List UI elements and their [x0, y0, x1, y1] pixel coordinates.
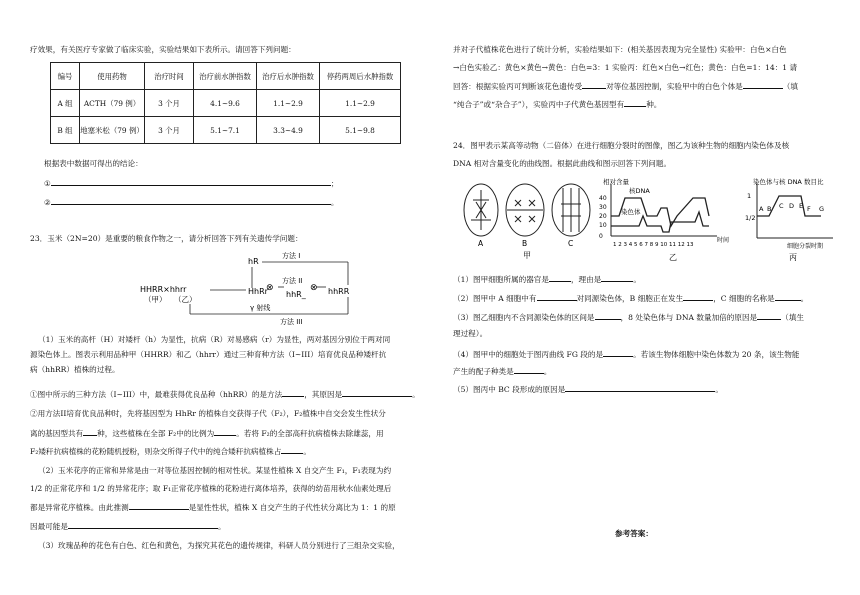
q24-sub4-cont	[453, 365, 551, 377]
table-header: 停药两周后水肿指数	[320, 63, 401, 90]
question-24-line1: 24．图甲表示某高等动物（二倍体）在进行细胞分裂时的图像，图乙为该种生物的细胞内染色体及核	[453, 141, 790, 150]
answer-blank[interactable]	[565, 383, 715, 392]
cell-B	[506, 184, 544, 236]
q24-sub1	[453, 273, 641, 285]
bing-point: C	[779, 202, 784, 210]
text: （1）图甲细胞所属的器官是	[453, 275, 549, 284]
text: 因最可能是	[30, 522, 68, 531]
answer-blank[interactable]	[595, 311, 621, 320]
label-B: B	[522, 239, 528, 248]
text: 对等位基因控制，实验甲中的白色个体是	[606, 82, 743, 91]
answer-blank[interactable]	[514, 365, 544, 374]
text: 是显性性状，植株 X 自交产生的子代性状分离比为 1：1 的原	[188, 503, 396, 512]
bing-point: E	[799, 202, 804, 210]
conclusion-line-2	[44, 196, 338, 208]
answer-blank[interactable]	[601, 273, 633, 282]
q24-sub4	[453, 348, 799, 360]
text: （4）图甲中的细胞处于图丙曲线 FG 段的是	[453, 350, 604, 359]
answer-blank[interactable]	[129, 501, 189, 510]
table-header: 治疗前水肿指数	[194, 63, 257, 90]
table-cell: 1.1~2.9	[257, 90, 320, 117]
hhR-label: hhR_	[286, 290, 306, 299]
conclusion-line-1	[44, 177, 338, 189]
label-1: ①	[44, 179, 51, 188]
answer-blank[interactable]	[51, 196, 331, 205]
answer-blank[interactable]	[603, 348, 633, 357]
bing-point: D	[789, 202, 795, 210]
text: F₂矮秆抗病植株的花粉随机授粉，则杂交所得子代中的纯合矮秆抗病植株占	[30, 447, 282, 456]
answer-blank[interactable]	[624, 98, 646, 107]
table-cell: 1.1~2.9	[320, 90, 401, 117]
text: ，理由是	[570, 275, 602, 284]
q23-sub1	[30, 388, 420, 400]
q24-sub5	[453, 383, 723, 395]
figure-yi-chart	[599, 176, 739, 264]
breeding-diagram	[130, 252, 370, 330]
table-cell: ACTH（79 例）	[80, 90, 145, 117]
figure-yi-label: 乙	[669, 253, 677, 262]
q23-2-line3	[30, 501, 396, 513]
q24-sub2	[453, 292, 808, 304]
q23-3-cont-line4	[453, 98, 661, 110]
table-header: 编号	[51, 63, 80, 90]
q24-sub3	[453, 311, 804, 323]
cell-C	[552, 184, 590, 236]
text: （5）图丙中 BC 段形成的原因是	[453, 385, 566, 394]
hhRR-label: hhRR	[328, 287, 350, 296]
cross-symbol: ⊗	[310, 283, 318, 293]
q23-3-cont-line3	[453, 80, 798, 92]
text: （填	[782, 82, 798, 91]
q23-p1-line3: 病（hhRR）植株的过程。	[30, 365, 120, 374]
q23-p1-line2: 源染色体上。图表示利用品种甲（HHRR）和乙（hhrr）通过三种育种方法（I~III）培育优良品种矮杆抗	[30, 350, 387, 359]
answer-blank[interactable]	[537, 292, 577, 301]
q23-2-line1: （2）玉米花序的正常和异常是由一对等位基因控制的相对性状。某显性植株 X 自交产生 F₁，F₁表现为约	[38, 466, 392, 475]
text: （填生	[781, 313, 804, 322]
punct: 。	[543, 367, 552, 376]
answer-blank[interactable]	[757, 311, 781, 320]
conclusion-prompt: 根据表中数据可得出的结论：	[44, 159, 143, 168]
bing-point: A	[759, 205, 764, 213]
bing-point: G	[819, 205, 825, 213]
method-2-label: 方法 II	[282, 277, 303, 285]
text: “纯合子”或“杂合子”），实验丙中子代黄色基因型有	[453, 100, 625, 109]
figure-jia-cells	[457, 180, 597, 260]
text: ，C 细胞的名称是	[713, 294, 775, 303]
figure-bing-chart	[745, 176, 835, 264]
label-C: C	[568, 239, 574, 248]
text: 都是异常花序植株。由此推测	[30, 503, 129, 512]
q23-p1-line1: （1）玉米的高杆（H）对矮杆（h）为显性，抗病（R）对易感病（r）为显性，两对基因分别位于两对同	[38, 335, 391, 344]
text: 产生的配子种类是	[453, 367, 514, 376]
q24-sub3-cont: 理过程）。	[453, 329, 488, 338]
answer-blank[interactable]	[342, 388, 412, 397]
bing-title: 染色体与核 DNA 数目比	[753, 178, 824, 186]
yi-dna-label: 核DNA	[629, 187, 650, 195]
answer-blank[interactable]	[281, 445, 303, 454]
text: 种。	[646, 100, 662, 109]
answer-section-title: 参考答案：	[615, 529, 653, 538]
table-cell: 5.1~9.8	[320, 117, 401, 144]
q23-sub2-line1: ②用方法II培育优良品种时，先将基因型为 HhRr 的植株自交获得子代（F₂），F₂植株中自交会发生性状分	[30, 409, 386, 418]
ray-label: γ 射线	[250, 304, 271, 312]
label-A: A	[478, 239, 484, 248]
intro-text: 疗效果，有关医疗专家做了临床实验，实验结果如下表所示。请回答下列问题：	[30, 45, 296, 54]
question-23-title: 23．玉米（2N=20）是重要的粮食作物之一，请分析回答下列有关遗传学问题：	[30, 234, 303, 243]
yi-label: （乙）	[174, 295, 197, 304]
q23-2-line4	[30, 520, 226, 532]
answer-blank[interactable]	[775, 292, 801, 301]
HhRr-label: HhRr	[248, 287, 268, 296]
q23-sub2-line2	[30, 427, 384, 439]
text: 对同源染色体，B 细胞正在发生	[576, 294, 684, 303]
text: 。若该生物体细胞中染色体数为 20 条，该生物能	[633, 350, 800, 359]
table-cell: 3 个月	[145, 90, 194, 117]
bing-ytick-1: 1	[747, 192, 752, 200]
punct: 。	[217, 522, 226, 531]
cross-symbol: ⊗	[266, 283, 274, 293]
method-3-label: 方法 III	[280, 318, 303, 326]
table-row	[51, 90, 401, 117]
figure-jia-label: 甲	[523, 251, 531, 260]
experiment-table	[50, 62, 401, 144]
punct: 。	[715, 385, 723, 394]
punct: 。	[303, 447, 311, 456]
q23-3-cont-line2: →白色实验乙：黄色×黄色→黄色：白色=3：1 实验丙：红色×白色→红色；黄色：白色=1：14：1 请	[453, 63, 798, 72]
answer-blank[interactable]	[683, 292, 713, 301]
punct: 。	[633, 275, 641, 284]
table-header: 治疗时间	[145, 63, 194, 90]
yi-ylabel: 相对含量	[603, 178, 629, 186]
q23-3-line1: （3）玫瑰品种的花色有白色、红色和黄色，为探究其花色的遗传规律，科研人员分别进行了三组杂交实验，	[38, 541, 400, 550]
bing-xlabel: 细胞分裂时期	[787, 243, 824, 250]
yi-chrom-label: 染色体	[621, 208, 641, 216]
yi-ytick: 10	[599, 222, 607, 229]
answer-blank[interactable]	[549, 273, 571, 282]
parents-label: HHRR×hhrr	[140, 285, 187, 294]
hR-label: hR	[248, 257, 259, 266]
table-header-row	[51, 63, 401, 90]
bing-point: B	[767, 205, 772, 213]
yi-xticks: 1 2 3 4 5 6 7 8 9 10 11 12 13	[613, 242, 694, 248]
bing-ytick-half: 1/2	[745, 214, 756, 222]
punct: 。	[330, 198, 339, 207]
answer-blank[interactable]	[83, 427, 97, 436]
text: 种，这些植株在全部 F₂中的比例为	[97, 429, 215, 438]
yi-ytick: 30	[599, 204, 607, 211]
text: （3）图乙细胞内不含同源染色体的区间是	[453, 313, 595, 322]
text: 。若将 F₂的全部高秆抗病植株去除雄蕊，用	[236, 429, 384, 438]
yi-xlabel: 时间	[717, 237, 730, 244]
figure-bing-label: 丙	[789, 253, 797, 262]
bing-point: F	[807, 205, 811, 213]
answer-blank[interactable]	[743, 80, 783, 89]
yi-ytick: 20	[599, 213, 607, 220]
table-cell: 5.1~7.1	[194, 117, 257, 144]
q23-3-cont-line1: 并对子代植株花色进行了统计分析，实验结果如下：(相关基因表现为完全显性) 实验甲：白色×白色	[453, 45, 787, 54]
punct: 。	[800, 294, 809, 303]
q23-2-line2: 1/2 的正常花序和 1/2 的异常花序；取 F₁正常花序植株的花粉进行离体培养，获得的幼苗用秋水仙素处理后	[30, 484, 392, 493]
jia-label: （甲）	[144, 295, 167, 304]
punct: ；	[330, 179, 339, 188]
table-cell: A 组	[51, 90, 80, 117]
text: （2）图甲中 A 细胞中有	[453, 294, 537, 303]
yi-ytick: 40	[599, 195, 607, 202]
table-header: 治疗后水肿指数	[257, 63, 320, 90]
table-header: 使用药物	[80, 63, 145, 90]
table-cell: B 组	[51, 117, 80, 144]
cell-A	[464, 184, 498, 236]
answer-blank[interactable]	[582, 80, 606, 89]
yi-ytick: 0	[599, 233, 603, 240]
text: 回答：根据实验丙可判断该花色遗传受	[453, 82, 583, 91]
answer-blank[interactable]	[214, 427, 236, 436]
question-24-line2: DNA 相对含量变化的曲线图。根据此曲线和图示回答下列问题。	[453, 159, 672, 168]
text: 离的基因型共有	[30, 429, 84, 438]
table-cell: 3.3~4.9	[257, 117, 320, 144]
text: ，8 处染色体与 DNA 数量加倍的原因是	[620, 313, 758, 322]
answer-blank[interactable]	[51, 177, 331, 186]
text: ，其原因是	[304, 390, 343, 399]
label-2: ②	[44, 198, 51, 207]
table-cell: 4.1~9.6	[194, 90, 257, 117]
answer-blank[interactable]	[282, 388, 304, 397]
method-1-label: 方法 I	[282, 252, 301, 260]
text: ①图中所示的三种方法（I~III）中，最难获得优良品种（hhRR）的是方法	[30, 390, 283, 399]
table-cell: 3 个月	[145, 117, 194, 144]
answer-blank[interactable]	[68, 520, 218, 529]
table-row	[51, 117, 401, 144]
table-cell: 地塞米松（79 例）	[80, 117, 145, 144]
q23-sub2-line3	[30, 445, 311, 457]
punct: 。	[412, 390, 420, 399]
